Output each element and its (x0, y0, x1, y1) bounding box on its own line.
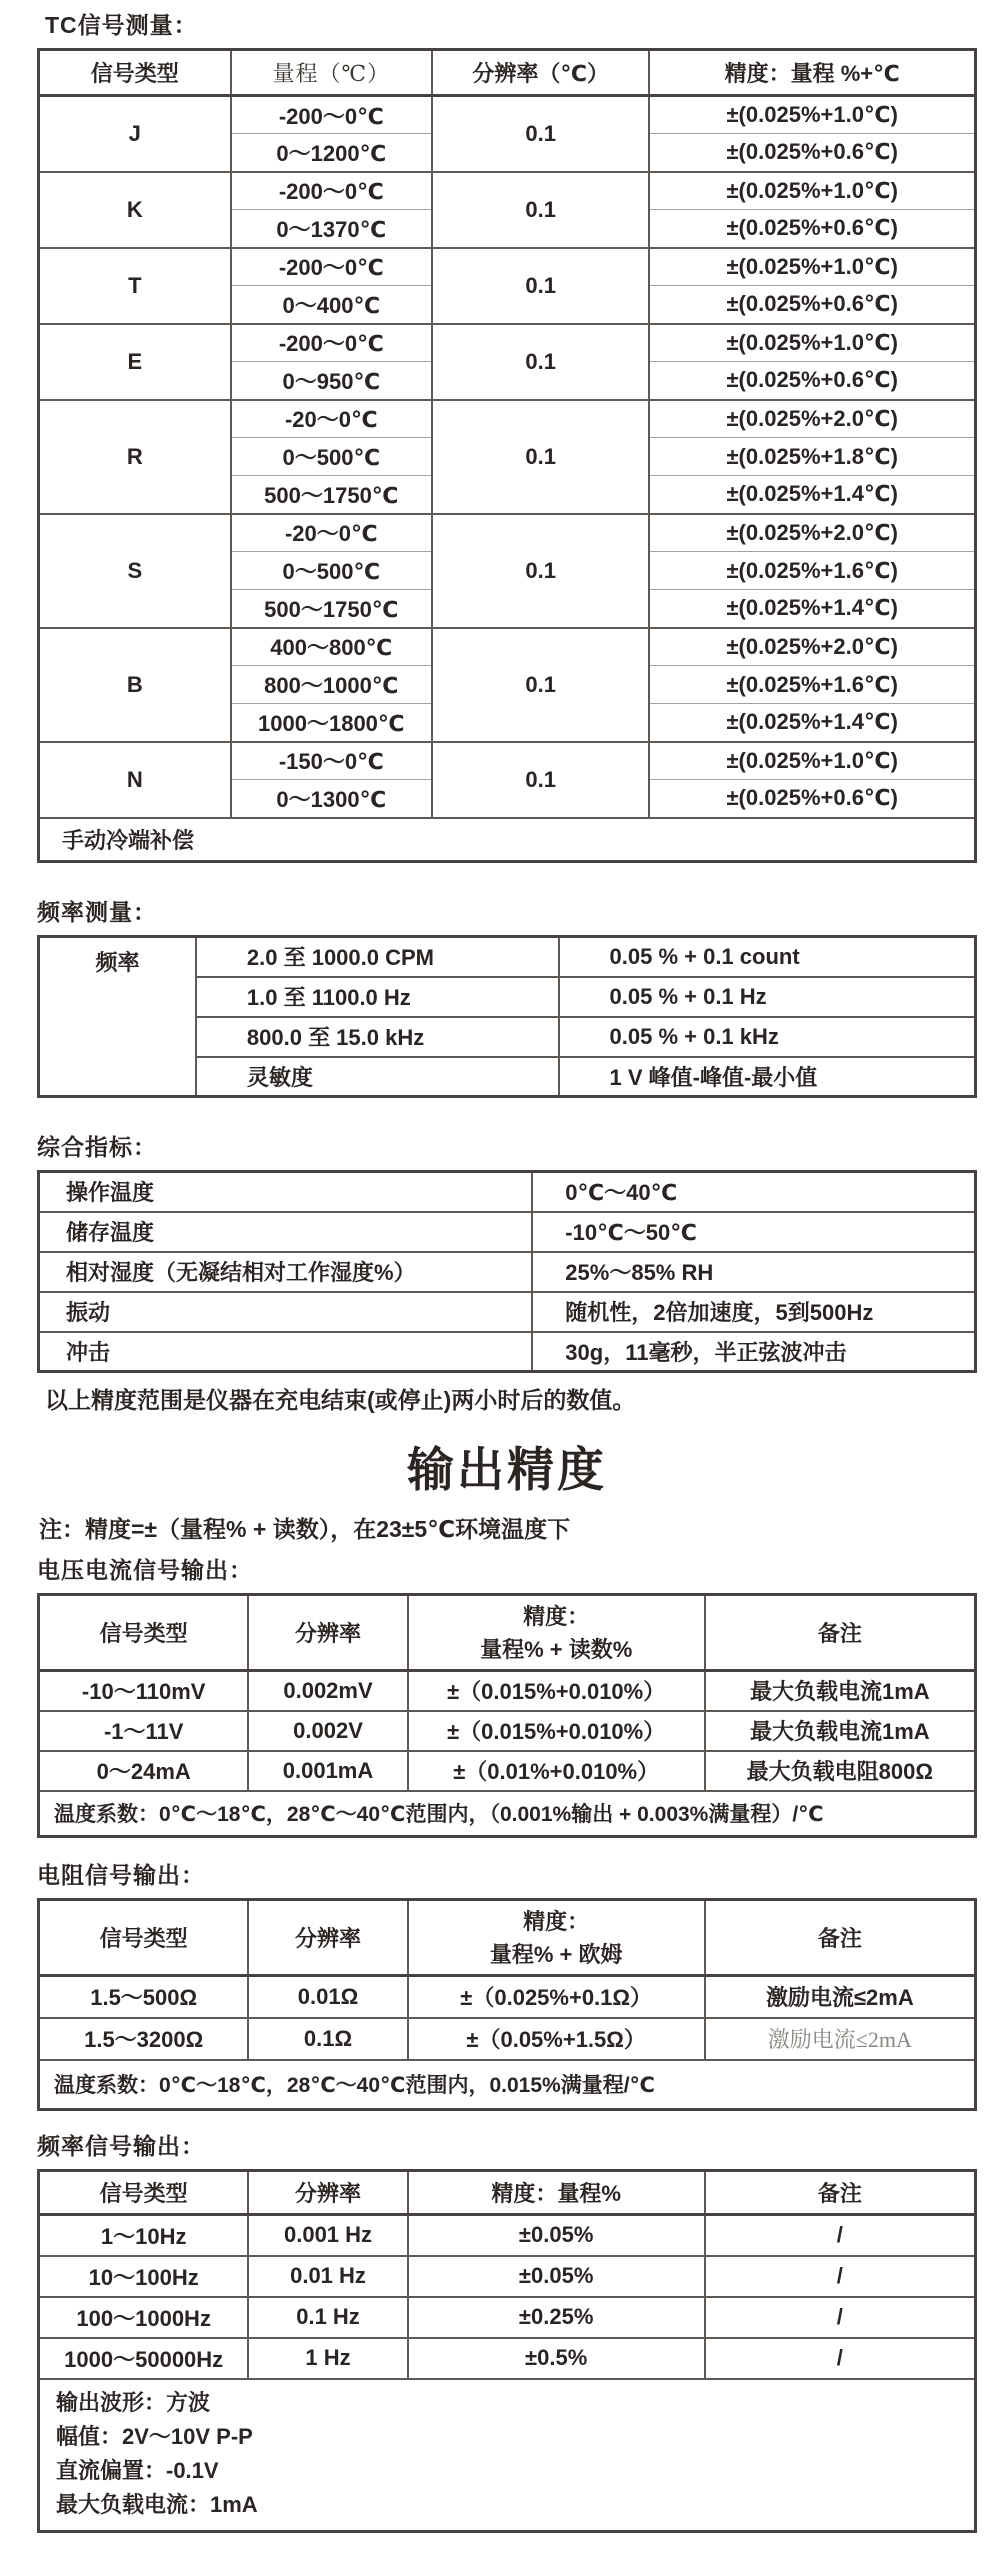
accuracy-cell: ±(0.025%+1.6℃) (649, 666, 975, 704)
spec-value-cell: -10℃～50℃ (532, 1212, 975, 1252)
freqout-section-title: 频率信号输出： (37, 2133, 205, 2159)
tc-measurement-table (37, 48, 977, 863)
resolution-cell: 0.001mA (248, 1751, 407, 1791)
spec-value-cell: 25%～85% RH (532, 1252, 975, 1292)
signal-type-cell: B (39, 628, 231, 742)
remark-cell: / (705, 2256, 976, 2297)
accuracy-cell: ±(0.025%+0.6℃) (649, 134, 975, 172)
table-row (39, 2297, 976, 2338)
remark-cell: 激励电流≤2mA (705, 1976, 976, 2018)
accuracy-cell: ±(0.025%+2.0℃) (649, 628, 975, 666)
range-cell: -150～0℃ (231, 742, 432, 780)
spec-label-cell: 相对湿度（无凝结相对工作湿度%） (39, 1252, 533, 1292)
accuracy-cell: ±(0.025%+1.0℃) (649, 742, 975, 780)
table-header-row (39, 1900, 976, 1976)
accuracy-cell: ±(0.025%+0.6℃) (649, 362, 975, 400)
range-cell: 0～500℃ (231, 552, 432, 590)
resolution-cell: 0.002V (248, 1711, 407, 1751)
accuracy-cell: ±0.25% (408, 2297, 705, 2338)
tc-section-title: TC信号测量： (45, 12, 198, 38)
col-header-accuracy: 精度：量程% (408, 2171, 705, 2215)
resolution-cell: 0.1 (432, 400, 649, 514)
resolution-cell: 0.002mV (248, 1671, 407, 1711)
table-row (39, 742, 976, 780)
signal-type-cell: T (39, 248, 231, 324)
resolution-cell: 0.001 Hz (248, 2215, 407, 2256)
table-row (39, 400, 976, 438)
signal-type-cell: -10～110mV (39, 1671, 249, 1711)
amplitude-line: 幅值：2V～10V P-P (56, 2423, 253, 2449)
resolution-cell: 0.1 Hz (248, 2297, 407, 2338)
range-cell: 0～500℃ (231, 438, 432, 476)
waveform-notes-cell (39, 2379, 976, 2532)
remark-cell: / (705, 2297, 976, 2338)
table-row (39, 2256, 976, 2297)
table-row (39, 2379, 976, 2532)
resolution-cell: 0.1 (432, 628, 649, 742)
table-row (39, 818, 976, 862)
accuracy-cell: ±(0.025%+1.0℃) (649, 248, 975, 286)
accuracy-cell: ±(0.025%+0.6℃) (649, 780, 975, 818)
table-row (39, 172, 976, 210)
resolution-cell: 1 Hz (248, 2338, 407, 2379)
signal-type-cell: 1～10Hz (39, 2215, 249, 2256)
table-row (39, 96, 976, 134)
temp-coefficient-cell: 温度系数：0℃～18℃，28℃～40℃范围内，（0.001%输出 + 0.003%满量程）/℃ (39, 1791, 976, 1837)
range-cell: 0～1200℃ (231, 134, 432, 172)
accuracy-header-line1: 精度： (523, 1603, 590, 1629)
spec-value-cell: 随机性，2倍加速度，5到500Hz (532, 1292, 975, 1332)
vi-section-title: 电压电流信号输出： (37, 1557, 253, 1583)
range-cell: -20～0℃ (231, 514, 432, 552)
accuracy-cell: ±（0.01%+0.010%） (408, 1751, 705, 1791)
resolution-cell: 0.1 (432, 248, 649, 324)
table-row (39, 1711, 976, 1751)
table-row (39, 1751, 976, 1791)
table-row (39, 324, 976, 362)
col-header-remark: 备注 (705, 1900, 976, 1976)
range-cell: 0～950℃ (231, 362, 432, 400)
range-cell: 0～400℃ (231, 286, 432, 324)
table-row (39, 514, 976, 552)
col-header-resolution: 分辨率 (248, 1900, 407, 1976)
signal-type-cell: N (39, 742, 231, 818)
col-header-accuracy (408, 1595, 705, 1671)
range-cell: 2.0 至 1000.0 CPM (196, 937, 559, 977)
signal-type-cell: 1.5～500Ω (39, 1976, 249, 2018)
range-cell: -200～0℃ (231, 324, 432, 362)
col-header-remark: 备注 (705, 1595, 976, 1671)
resolution-cell: 0.01Ω (248, 1976, 407, 2018)
cold-junction-note-cell: 手动冷端补偿 (39, 818, 976, 862)
spec-value-cell: 0℃～40℃ (532, 1172, 975, 1212)
table-header-row (39, 1595, 976, 1671)
range-cell: 800～1000℃ (231, 666, 432, 704)
table-row (39, 1252, 976, 1292)
range-cell: 0～1300℃ (231, 780, 432, 818)
accuracy-cell: 0.05 % + 0.1 count (559, 937, 976, 977)
table-row (39, 2018, 976, 2060)
accuracy-cell: ±(0.025%+1.0℃) (649, 172, 975, 210)
accuracy-cell: ±0.05% (408, 2256, 705, 2297)
range-cell: -200～0℃ (231, 96, 432, 134)
vi-output-table (37, 1593, 977, 1838)
range-cell: 500～1750℃ (231, 590, 432, 628)
waveform-line: 输出波形：方波 (56, 2389, 211, 2415)
signal-type-cell: E (39, 324, 231, 400)
table-row (39, 2060, 976, 2110)
signal-type-cell: 0～24mA (39, 1751, 249, 1791)
resolution-cell: 0.1 (432, 172, 649, 248)
table-row (39, 1976, 976, 2018)
frequency-output-table (37, 2169, 977, 2533)
accuracy-cell: ±(0.025%+0.6℃) (649, 210, 975, 248)
accuracy-cell: ±（0.015%+0.010%） (408, 1711, 705, 1751)
signal-type-cell: 1000～50000Hz (39, 2338, 249, 2379)
sensitivity-label-cell: 灵敏度 (196, 1057, 559, 1097)
table-header-row (39, 50, 976, 96)
range-cell: 0～1370℃ (231, 210, 432, 248)
col-header-accuracy (408, 1900, 705, 1976)
col-header-accuracy: 精度：量程 %+℃ (649, 50, 975, 96)
table-row (39, 2215, 976, 2256)
resolution-cell: 0.1Ω (248, 2018, 407, 2060)
signal-type-cell: J (39, 96, 231, 172)
remark-cell: 激励电流≤2mA (705, 2018, 976, 2060)
range-cell: -20～0℃ (231, 400, 432, 438)
range-cell: -200～0℃ (231, 172, 432, 210)
col-header-signal-type: 信号类型 (39, 2171, 249, 2215)
table-row (39, 1332, 976, 1372)
accuracy-cell: ±0.5% (408, 2338, 705, 2379)
dc-offset-line: 直流偏置：-0.1V (56, 2457, 219, 2483)
res-section-title: 电阻信号输出： (37, 1862, 205, 1888)
col-header-resolution: 分辨率（℃） (432, 50, 649, 96)
table-row (39, 1172, 976, 1212)
spec-label-cell: 振动 (39, 1292, 533, 1332)
table-row (39, 937, 976, 977)
sensitivity-value-cell: 1 V 峰值-峰值-最小值 (559, 1057, 976, 1097)
signal-type-cell: R (39, 400, 231, 514)
general-spec-table (37, 1170, 977, 1373)
resistance-output-table (37, 1898, 977, 2111)
accuracy-cell: ±(0.025%+2.0℃) (649, 400, 975, 438)
table-header-row (39, 2171, 976, 2215)
spec-label-cell: 冲击 (39, 1332, 533, 1372)
general-note: 以上精度范围是仪器在充电结束(或停止)两小时后的数值。 (45, 1387, 636, 1413)
col-header-remark: 备注 (705, 2171, 976, 2215)
remark-cell: 最大负载电流1mA (705, 1671, 976, 1711)
temp-coefficient-cell: 温度系数：0℃～18℃，28℃～40℃范围内，0.015%满量程/℃ (39, 2060, 976, 2110)
signal-type-cell: S (39, 514, 231, 628)
output-accuracy-note: 注：精度=±（量程% + 读数），在23±5℃环境温度下 (39, 1516, 571, 1542)
range-cell: 1.0 至 1100.0 Hz (196, 977, 559, 1017)
range-cell: 1000～1800℃ (231, 704, 432, 742)
accuracy-cell: ±0.05% (408, 2215, 705, 2256)
table-row (39, 1212, 976, 1252)
general-section-title: 综合指标： (37, 1134, 157, 1160)
spec-value-cell: 30g，11毫秒，半正弦波冲击 (532, 1332, 975, 1372)
accuracy-cell: ±(0.025%+1.0℃) (649, 96, 975, 134)
table-row (39, 2338, 976, 2379)
accuracy-cell: ±（0.015%+0.010%） (408, 1671, 705, 1711)
signal-type-cell: -1～11V (39, 1711, 249, 1751)
col-header-resolution: 分辨率 (248, 2171, 407, 2215)
signal-type-cell: K (39, 172, 231, 248)
spec-label-cell: 储存温度 (39, 1212, 533, 1252)
resolution-cell: 0.01 Hz (248, 2256, 407, 2297)
range-cell: 400～800℃ (231, 628, 432, 666)
accuracy-cell: ±(0.025%+1.6℃) (649, 552, 975, 590)
range-cell: -200～0℃ (231, 248, 432, 286)
accuracy-header-line2: 量程% + 欧姆 (489, 1941, 623, 1967)
resolution-cell: 0.1 (432, 742, 649, 818)
signal-type-cell: 1.5～3200Ω (39, 2018, 249, 2060)
table-row (39, 1791, 976, 1837)
table-row (39, 1671, 976, 1711)
signal-type-cell: 100～1000Hz (39, 2297, 249, 2338)
range-cell: 800.0 至 15.0 kHz (196, 1017, 559, 1057)
accuracy-cell: ±(0.025%+1.4℃) (649, 590, 975, 628)
max-load-current-line: 最大负载电流：1mA (56, 2491, 258, 2517)
signal-type-cell: 频率 (39, 937, 196, 1097)
remark-cell: 最大负载电流1mA (705, 1711, 976, 1751)
accuracy-cell: ±(0.025%+1.4℃) (649, 704, 975, 742)
table-row (39, 248, 976, 286)
remark-cell: / (705, 2215, 976, 2256)
resolution-cell: 0.1 (432, 96, 649, 172)
accuracy-cell: ±(0.025%+1.8℃) (649, 438, 975, 476)
remark-cell: 最大负载电阻800Ω (705, 1751, 976, 1791)
range-cell: 500～1750℃ (231, 476, 432, 514)
resolution-cell: 0.1 (432, 514, 649, 628)
col-header-signal-type: 信号类型 (39, 50, 231, 96)
frequency-measurement-table (37, 935, 977, 1098)
accuracy-cell: ±（0.05%+1.5Ω） (408, 2018, 705, 2060)
spec-label-cell: 操作温度 (39, 1172, 533, 1212)
accuracy-cell: ±(0.025%+0.6℃) (649, 286, 975, 324)
accuracy-cell: ±(0.025%+1.0℃) (649, 324, 975, 362)
output-accuracy-heading: 输出精度 (407, 1443, 607, 1496)
accuracy-cell: ±(0.025%+1.4℃) (649, 476, 975, 514)
table-row (39, 1292, 976, 1332)
accuracy-cell: ±（0.025%+0.1Ω） (408, 1976, 705, 2018)
accuracy-cell: 0.05 % + 0.1 Hz (559, 977, 976, 1017)
signal-type-cell: 10～100Hz (39, 2256, 249, 2297)
accuracy-cell: ±(0.025%+2.0℃) (649, 514, 975, 552)
col-header-signal-type: 信号类型 (39, 1595, 249, 1671)
accuracy-header-line1: 精度： (523, 1908, 590, 1934)
col-header-signal-type: 信号类型 (39, 1900, 249, 1976)
remark-cell: / (705, 2338, 976, 2379)
accuracy-header-line2: 量程% + 读数% (480, 1636, 633, 1662)
accuracy-cell: 0.05 % + 0.1 kHz (559, 1017, 976, 1057)
table-row (39, 628, 976, 666)
col-header-resolution: 分辨率 (248, 1595, 407, 1671)
col-header-range: 量程（℃） (231, 50, 432, 96)
resolution-cell: 0.1 (432, 324, 649, 400)
freq-section-title: 频率测量： (37, 899, 157, 925)
